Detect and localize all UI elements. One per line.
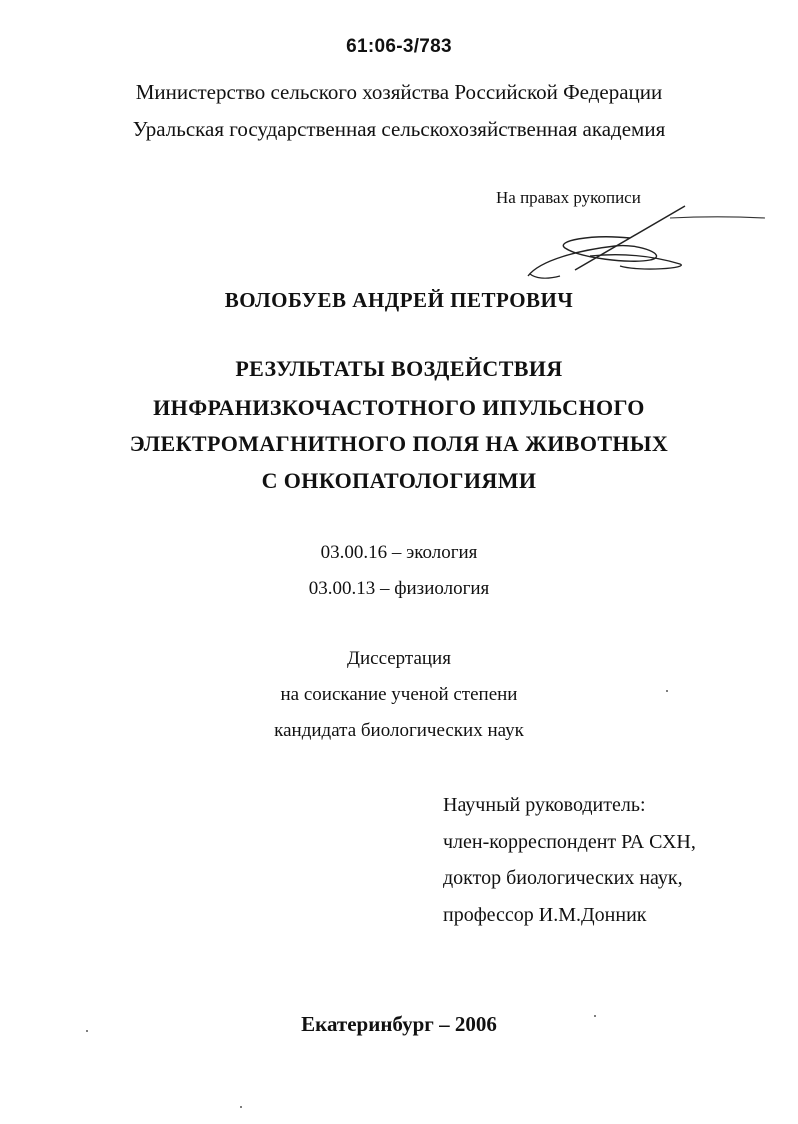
thesis-type: Диссертация	[347, 648, 451, 669]
author-signature	[520, 198, 770, 284]
scan-speck	[240, 1106, 242, 1108]
title-line-1: РЕЗУЛЬТАТЫ ВОЗДЕЙСТВИЯ	[235, 356, 563, 381]
supervisor-name: профессор И.М.Донник	[443, 904, 647, 926]
academy-name: Уральская государственная сельскохозяйственная академия	[132, 117, 666, 141]
supervisor-degree: доктор биологических наук,	[443, 867, 683, 889]
scan-speck	[594, 1015, 596, 1017]
supervisor-rank: член-корреспондент РА СХН,	[443, 831, 696, 853]
manuscript-rights-note: На правах рукописи	[496, 188, 641, 207]
title-line-4: С ОНКОПАТОЛОГИЯМИ	[261, 468, 537, 493]
thesis-degree-name: кандидата биологических наук	[274, 720, 524, 741]
title-line-3: ЭЛЕКТРОМАГНИТНОГО ПОЛЯ НА ЖИВОТНЫХ	[129, 431, 669, 456]
title-line-2: ИНФРАНИЗКОЧАСТОТНОГО ИПУЛЬСНОГО	[153, 395, 645, 420]
archive-code: 61:06-3/783	[346, 36, 452, 57]
specialty-physiology: 03.00.13 – физиология	[308, 578, 490, 599]
specialty-ecology: 03.00.16 – экология	[320, 542, 478, 563]
scan-speck	[86, 1030, 88, 1032]
supervisor-heading: Научный руководитель:	[443, 794, 646, 816]
thesis-degree-line: на соискание ученой степени	[280, 684, 518, 705]
city-year: Екатеринбург – 2006	[301, 1012, 497, 1036]
ministry-name: Министерство сельского хозяйства Российской Федерации	[135, 80, 663, 104]
scan-speck	[666, 690, 668, 692]
author-name: ВОЛОБУЕВ АНДРЕЙ ПЕТРОВИЧ	[224, 288, 574, 312]
